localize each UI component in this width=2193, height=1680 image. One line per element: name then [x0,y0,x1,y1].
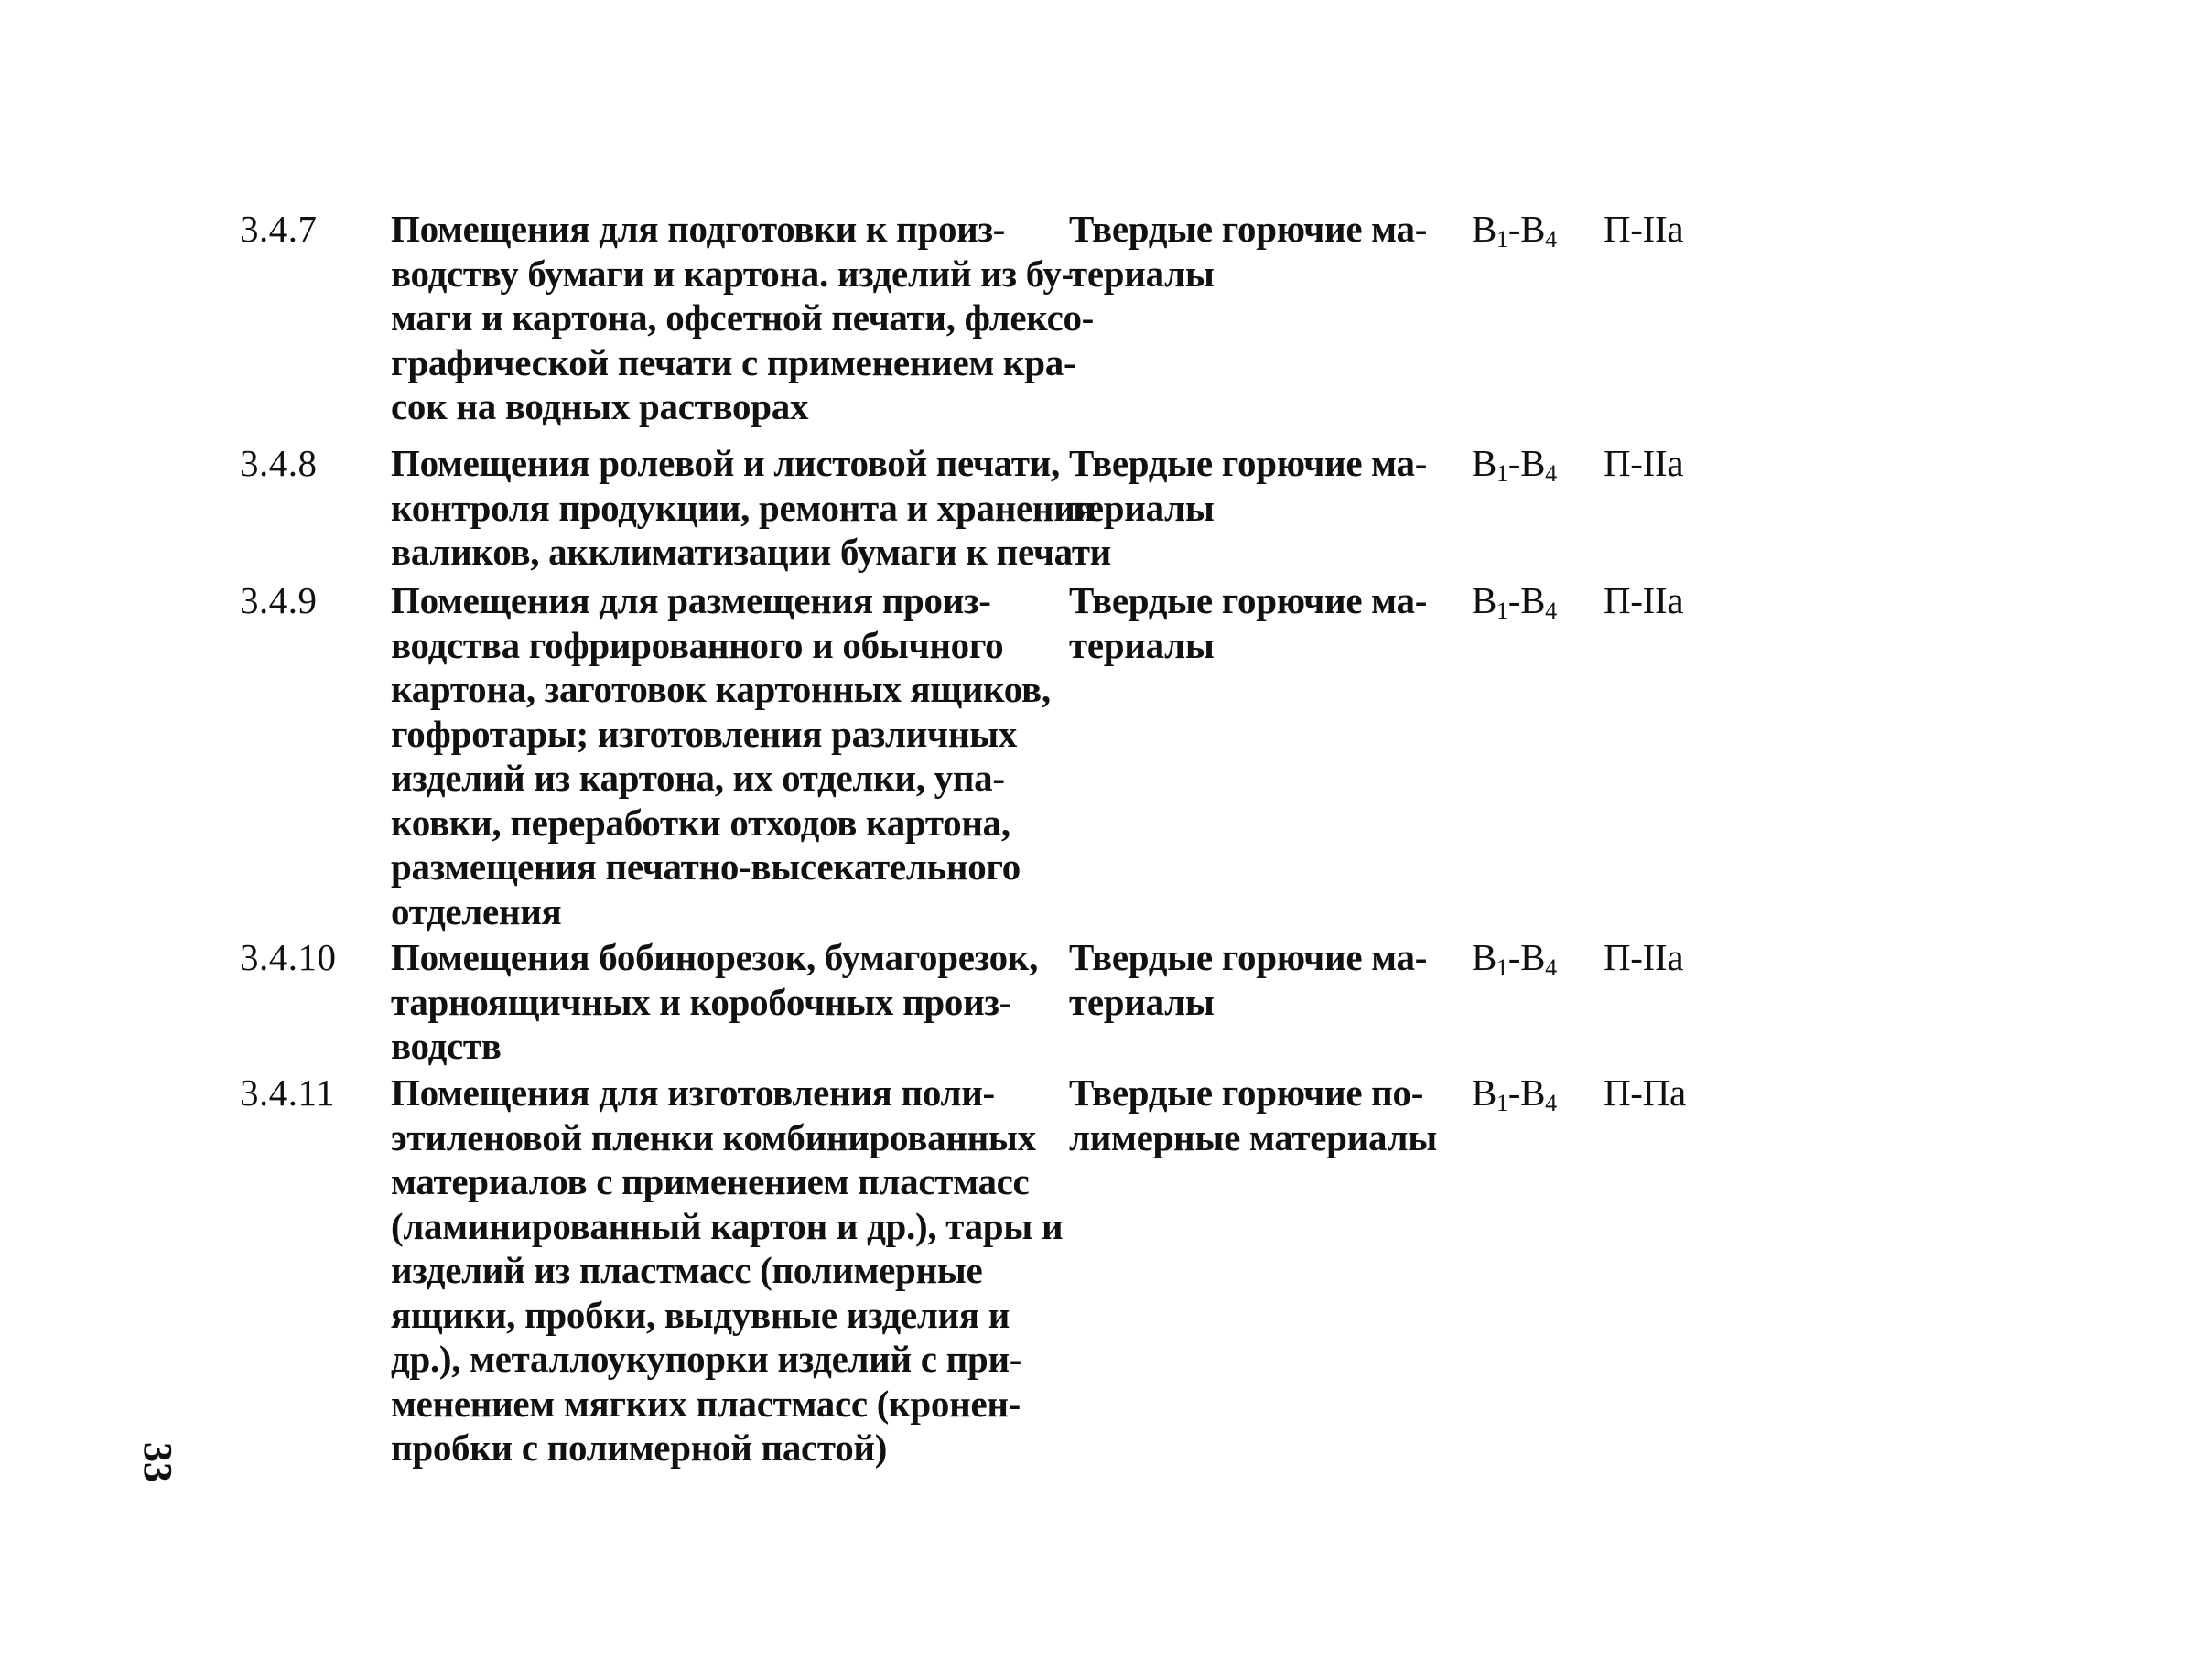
description-line: маги и картона, офсетной печати, флексо- [391,296,1095,339]
item-number: 3.4.8 [240,442,318,484]
room-description [391,1071,1063,1470]
zone-category: П-IIа [1604,936,1684,978]
material-line: Твердые горючие ма- [1069,208,1428,250]
description-line: Помещения бобинорезок, бумагорезок, [391,936,1039,978]
material-line: Твердые горючие ма- [1069,442,1428,484]
description-line: ковки, переработки отходов картона, [391,801,1010,844]
description-line: тарноящичных и коробочных произ- [391,980,1011,1023]
description-line: др.), металлоукупорки изделий с при- [391,1338,1022,1380]
description-line: менением мягких пластмасс (кронен- [391,1382,1021,1425]
material-line: териалы [1069,486,1215,529]
description-line: материалов с применением пластмасс [391,1160,1030,1202]
page-number: 33 [135,1442,180,1482]
description-line: изделий из картона, их отделки, упа- [391,757,1005,799]
item-number: 3.4.11 [240,1072,335,1114]
description-line: изделий из пластмасс (полимерные [391,1249,983,1291]
material-line: Твердые горючие ма- [1069,579,1428,621]
room-description [391,935,1038,1069]
description-line: Помещения ролевой и листовой печати, [391,442,1061,484]
zone-category: П-IIа [1604,442,1684,484]
description-line: графической печати с применением кра- [391,340,1076,383]
description-line: водства гофрированного и обычного [391,623,1004,666]
material-type [1069,1071,1437,1159]
material-line: териалы [1069,623,1215,666]
description-line: сок на водных растворах [391,385,809,427]
hazard-class: $В_1-В_4$ [1472,208,1557,253]
material-line: териалы [1069,252,1215,295]
description-line: водству бумаги и картона. изделий из бу- [391,252,1074,295]
material-line: лимерные материалы [1069,1115,1437,1158]
description-line: ящики, пробки, выдувные изделия и [391,1293,1010,1336]
zone-category: П-IIа [1604,579,1684,621]
hazard-class: $В_1-В_4$ [1472,1072,1557,1116]
description-line: Помещения для изготовления поли- [391,1072,995,1114]
room-description [391,207,1094,429]
description-line: размещения печатно-высекательного [391,845,1021,888]
description-line: контроля продукции, ремонта и хранения [391,486,1096,529]
hazard-class: $В_1-В_4$ [1472,442,1557,487]
description-line: валиков, акклиматизации бумаги к печати [391,531,1111,573]
description-line: (ламинированный картон и др.), тары и [391,1204,1064,1247]
hazard-class: $В_1-В_4$ [1472,936,1557,981]
room-description [391,578,1051,933]
material-line: териалы [1069,980,1215,1023]
description-line: этиленовой пленки комбинированных [391,1115,1036,1158]
description-line: гофротары; изготовления различных [391,712,1018,755]
zone-category: П-IIа [1604,208,1684,250]
description-line: пробки с полимерной пастой) [391,1427,888,1469]
description-line: отделения [391,889,562,932]
item-number: 3.4.10 [240,936,337,978]
description-line: Помещения для подготовки к произ- [391,208,1006,250]
material-type [1069,207,1427,296]
material-line: Твердые горючие ма- [1069,936,1428,978]
description-line: картона, заготовок картонных ящиков, [391,668,1051,710]
zone-category: П-Па [1604,1072,1686,1114]
material-type [1069,935,1427,1024]
hazard-class: $В_1-В_4$ [1472,579,1557,624]
material-type [1069,441,1427,530]
material-type [1069,578,1427,667]
description-line: Помещения для размещения произ- [391,579,991,621]
item-number: 3.4.9 [240,579,318,621]
item-number: 3.4.7 [240,208,318,250]
material-line: Твердые горючие по- [1069,1072,1424,1114]
room-description [391,441,1111,575]
description-line: водств [391,1025,502,1067]
